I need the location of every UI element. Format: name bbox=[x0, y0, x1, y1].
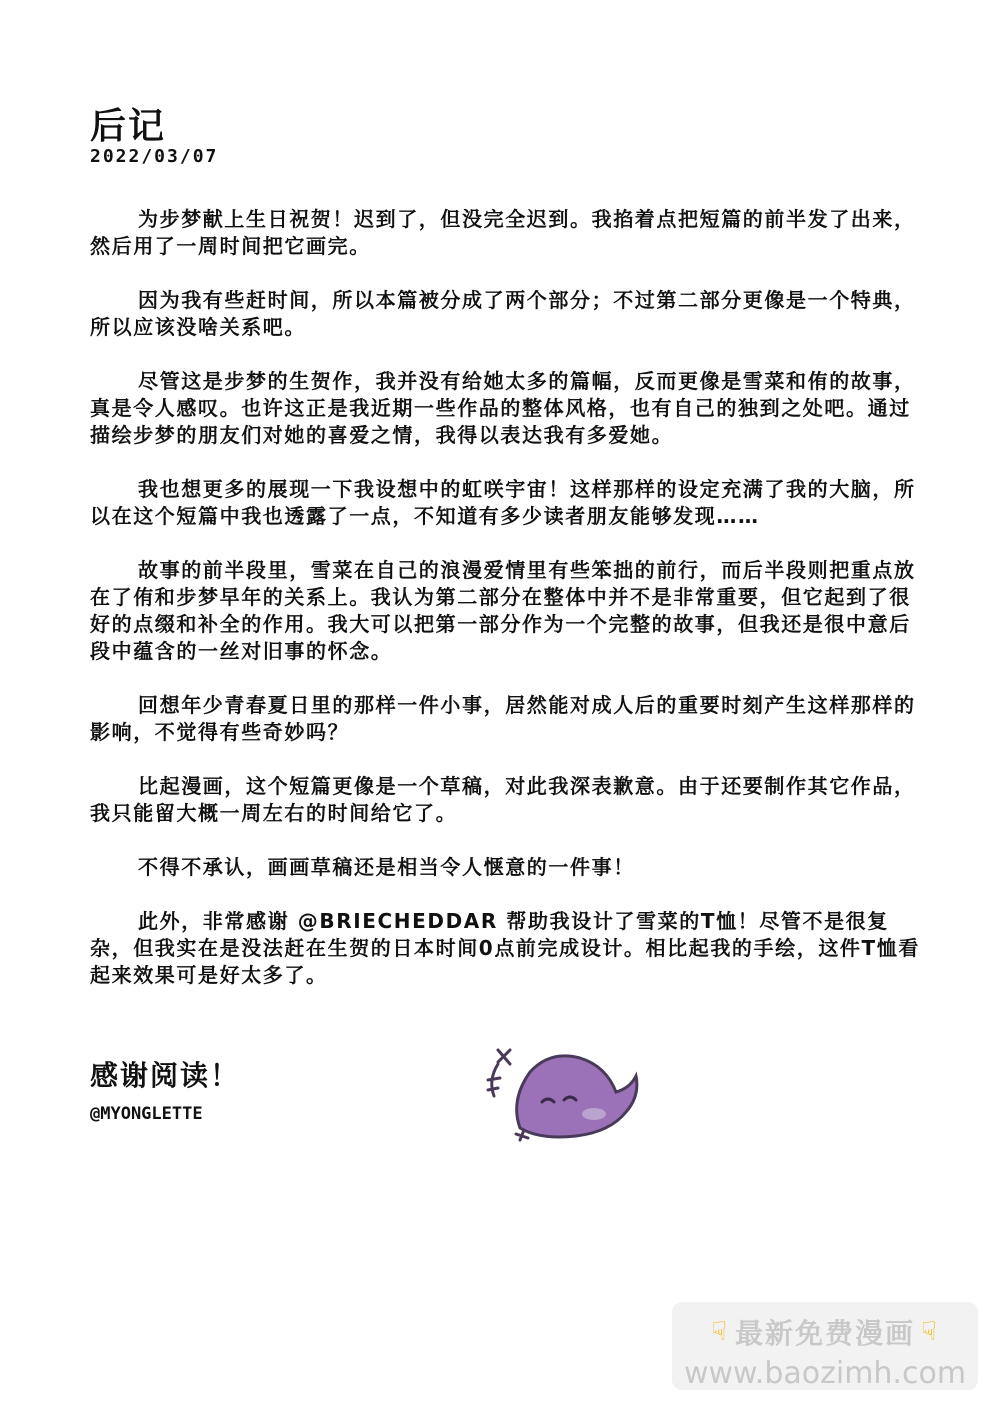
paragraph: 为步梦献上生日祝贺！迟到了，但没完全迟到。我掐着点把短篇的前半发了出来，然后用了一周时间把它画完。 bbox=[90, 207, 916, 258]
watermark-text: 最新免费漫画 bbox=[734, 1317, 915, 1350]
site-watermark bbox=[672, 1302, 978, 1390]
paragraph: 此外，非常感谢 @BRIECHEDDAR 帮助我设计了雪菜的T恤！尽管不是很复杂，但我实在是没法赶在生贺的日本时间0点前完成设计。相比起我的手绘，这件T恤看起来效果可是好太多了。 bbox=[90, 909, 920, 987]
purple-blob-character-icon bbox=[480, 1040, 650, 1150]
post-date: 2022/03/07 bbox=[90, 146, 219, 167]
paragraph: 我也想更多的展现一下我设想中的虹咲宇宙！这样那样的设定充满了我的大脑，所以在这个短篇中我也透露了一点，不知道有多少读者朋友能够发现…… bbox=[90, 477, 916, 528]
paragraph: 故事的前半段里，雪菜在自己的浪漫爱情里有些笨拙的前行，而后半段则把重点放在了侑和步梦早年的关系上。我认为第二部分在整体中并不是非常重要，但它起到了很好的点缀和补全的作用。我大可以把第一部分作为一个完整的故事，但我还是很中意后段中蕴含的一丝对旧事的怀念。 bbox=[90, 558, 916, 663]
paragraph: 比起漫画，这个短篇更像是一个草稿，对此我深表歉意。由于还要制作其它作品，我只能留大概一周左右的时间给它了。 bbox=[90, 774, 916, 825]
paragraph: 尽管这是步梦的生贺作，我并没有给她太多的篇幅，反而更像是雪菜和侑的故事，真是令人感叹。也许这正是我近期一些作品的整体风格，也有自己的独到之处吧。通过描绘步梦的朋友们对她的喜爱之情，我得以表达我有多爱她。 bbox=[90, 369, 916, 447]
paragraph: 因为我有些赶时间，所以本篇被分成了两个部分；不过第二部分更像是一个特典，所以应该没啥关系吧。 bbox=[90, 288, 916, 339]
paragraph: 回想年少青春夏日里的那样一件小事，居然能对成人后的重要时刻产生这样那样的影响，不觉得有些奇妙吗？ bbox=[90, 693, 916, 744]
watermark-url: www.baozimh.com bbox=[683, 1356, 967, 1391]
page-title: 后记 bbox=[90, 106, 167, 147]
afterword-body bbox=[90, 206, 920, 1016]
thanks-heading: 感谢阅读！ bbox=[90, 1059, 241, 1092]
pointing-hand-icon: ☟ bbox=[711, 1317, 729, 1347]
pointing-hand-icon: ☟ bbox=[921, 1317, 939, 1347]
author-handle: @MYONGLETTE bbox=[90, 1104, 203, 1124]
paragraph: 不得不承认，画画草稿还是相当令人惬意的一件事！ bbox=[138, 855, 635, 879]
